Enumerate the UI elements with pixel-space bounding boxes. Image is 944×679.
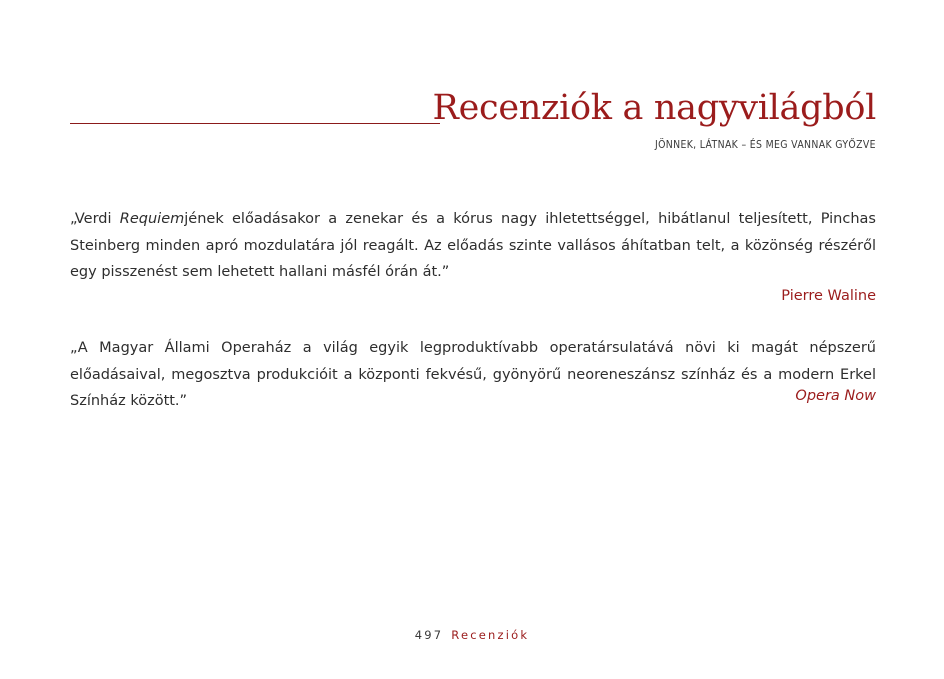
page-title: Recenziók a nagyvilágból — [432, 88, 876, 128]
page-subtitle: JÖNNEK, LÁTNAK – ÉS MEG VANNAK GYŐZVE — [655, 138, 876, 151]
quote-text-end: jének előadásakor a zenekar és a kórus nagy ihletettséggel, hibátlanul teljesített, Pinchas Steinberg minden apró mozdulatára jól reagált. Az előadás szinte vallásos áhítatban telt, a közönség részéről egy pisszenést sem lehetett hallani másfél órán át.” — [70, 211, 876, 280]
review-source-2: Opera Now — [795, 388, 876, 404]
review-quote-1 — [70, 206, 876, 286]
page-footer — [0, 627, 944, 643]
footer-section-title: Recenziók — [451, 628, 530, 642]
page-number: 497 — [414, 628, 444, 642]
review-source-1: Pierre Waline — [781, 288, 876, 304]
title-rule — [70, 123, 440, 124]
review-quote-2: „A Magyar Állami Operaház a világ egyik legproduktívabb operatársulatává növi ki magát népszerű előadásaival, megosztva produkcióit a központi fekvésű, gyönyörű neoreneszánsz színház és a modern Erkel Színház között.” — [70, 340, 876, 409]
quote-emphasis: Requiem — [119, 211, 185, 227]
quote-text-start: „Verdi — [70, 211, 120, 227]
